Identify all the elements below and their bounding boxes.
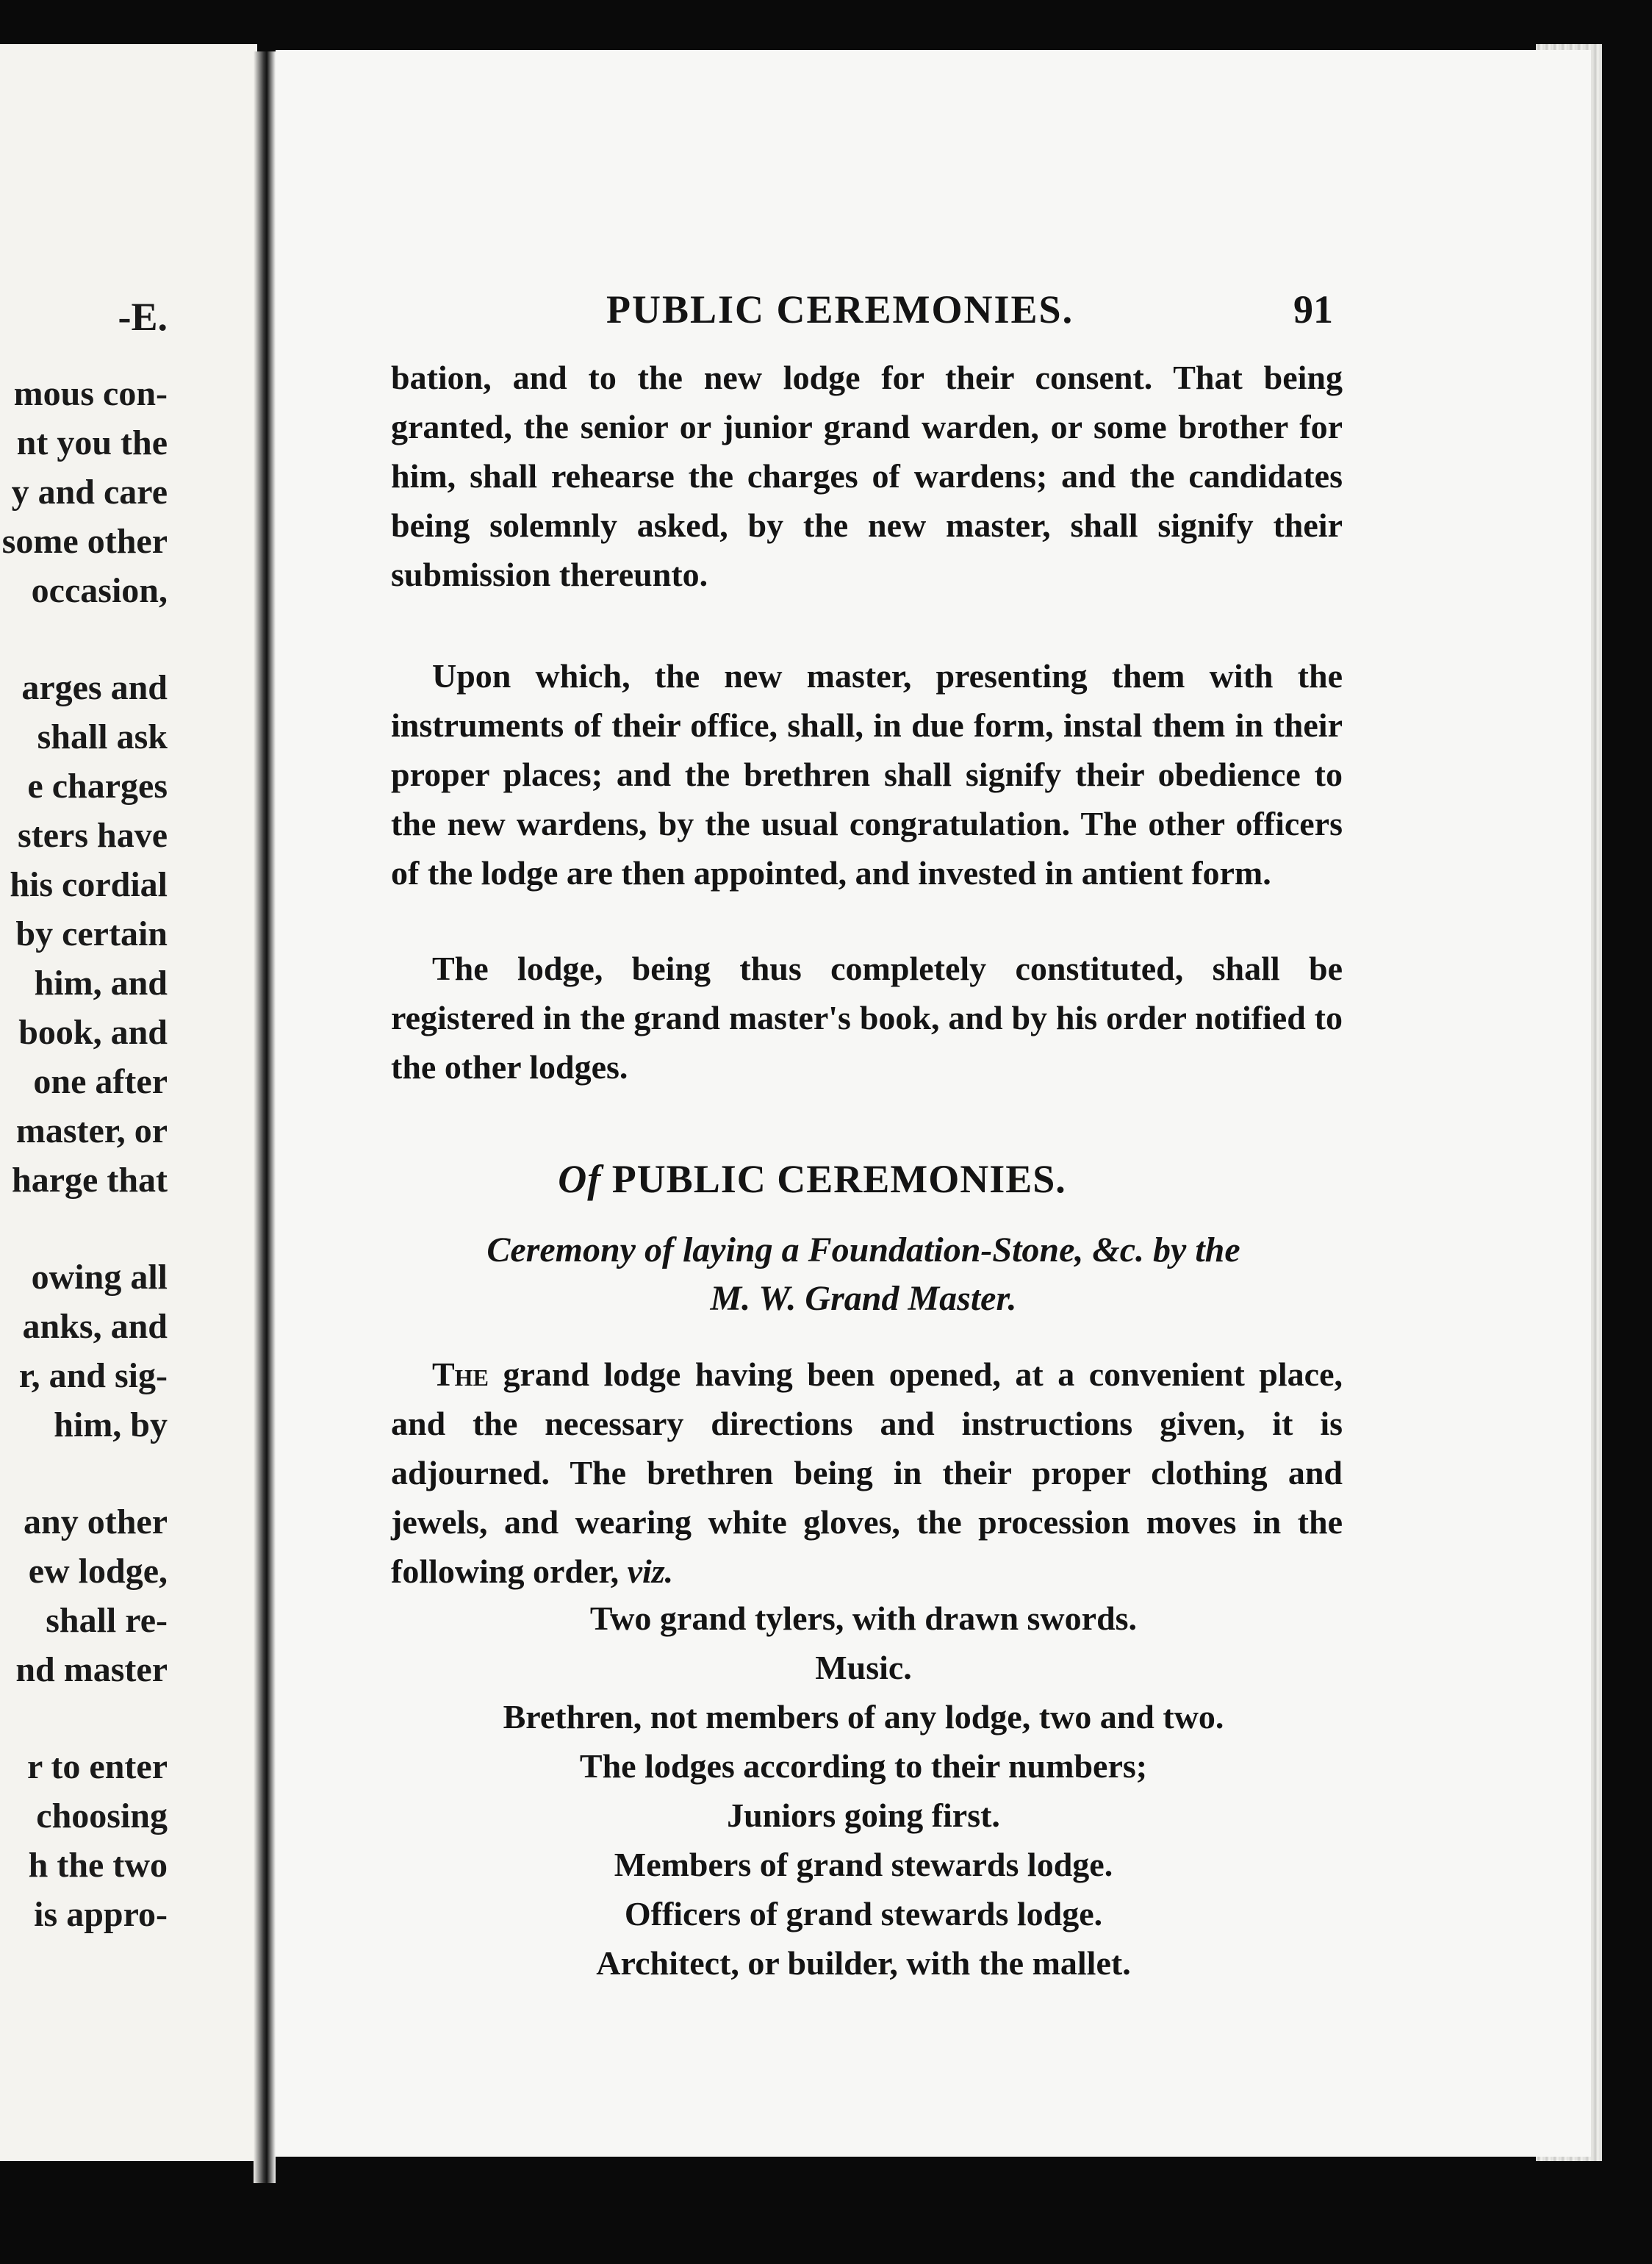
left-page-line: shall ask bbox=[37, 717, 168, 756]
procession-item: The lodges according to their numbers; bbox=[579, 1747, 1148, 1785]
left-page-line: any other bbox=[24, 1502, 168, 1541]
procession-item: Architect, or builder, with the mallet. bbox=[596, 1944, 1131, 1982]
left-page-line: book, and bbox=[18, 1013, 168, 1052]
left-page-line: r to enter bbox=[26, 1747, 168, 1786]
left-page-line: occasion, bbox=[31, 571, 168, 610]
procession-item: Juniors going first. bbox=[727, 1796, 1000, 1834]
left-page-line: e charges bbox=[27, 767, 168, 806]
left-page-line: h the two bbox=[28, 1846, 168, 1885]
book-spine-gutter bbox=[254, 51, 276, 2183]
left-page-line: one after bbox=[33, 1062, 168, 1101]
left-page-line: his cordial bbox=[10, 865, 168, 904]
section-heading-main: PUBLIC CEREMONIES. bbox=[611, 1157, 1066, 1201]
procession-item: Brethren, not members of any lodge, two and two. bbox=[503, 1698, 1224, 1735]
section-heading bbox=[276, 1156, 1348, 1202]
paragraph-4-body: grand lodge having been opened, at a convenient place, and the necessary directions and instructions given, it is adjourned. The brethren being in their proper clothing and jewels, and wearing white gloves, the procession moves in the following order, bbox=[391, 1355, 1343, 1590]
left-page-line: owing all bbox=[31, 1258, 168, 1297]
left-page-line: anks, and bbox=[22, 1307, 168, 1346]
left-page-line: sters have bbox=[18, 816, 168, 855]
paragraph-4-viz: viz. bbox=[627, 1552, 674, 1590]
left-page-line: choosing bbox=[36, 1796, 168, 1835]
procession-item: Two grand tylers, with drawn swords. bbox=[589, 1600, 1138, 1637]
paragraph-1 bbox=[391, 353, 1343, 599]
left-page-line: harge that bbox=[12, 1161, 168, 1200]
left-page-line: mous con- bbox=[13, 374, 168, 413]
procession-item: Officers of grand stewards lodge. bbox=[624, 1895, 1103, 1932]
paragraph-4 bbox=[391, 1350, 1343, 1596]
left-page-line: y and care bbox=[11, 473, 168, 512]
left-page-line: some other bbox=[1, 522, 168, 561]
procession-item: Music. bbox=[815, 1649, 912, 1686]
running-head bbox=[276, 287, 1591, 338]
paragraph-3 bbox=[391, 944, 1343, 1092]
subheading-line-1: Ceremony of laying a Foundation-Stone, &c. by the bbox=[486, 1230, 1240, 1269]
section-heading-of: Of bbox=[558, 1157, 602, 1201]
procession-list bbox=[378, 1594, 1348, 1988]
left-page-line: ew lodge, bbox=[28, 1552, 168, 1591]
left-page-running-head: -E. bbox=[118, 295, 168, 339]
left-page-line: arges and bbox=[21, 668, 168, 707]
left-page-line: nd master bbox=[15, 1650, 168, 1689]
subheading-line-2: M. W. Grand Master. bbox=[710, 1279, 1017, 1318]
left-page-line: him, and bbox=[34, 964, 168, 1003]
section-subheading bbox=[378, 1226, 1348, 1323]
left-page-line: nt you the bbox=[16, 423, 168, 462]
left-page-line: is appro- bbox=[34, 1895, 168, 1934]
page-number: 91 bbox=[1293, 287, 1333, 332]
paragraph-4-text bbox=[391, 1350, 1343, 1596]
procession-item: Members of grand stewards lodge. bbox=[614, 1846, 1113, 1883]
left-page-line: master, or bbox=[15, 1111, 168, 1150]
paragraph-3-text: The lodge, being thus completely constituted, shall be registered in the grand master's book, and by his order notified to the other lodges. bbox=[391, 950, 1343, 1086]
paragraph-2-text: Upon which, the new master, presenting them with the instruments of their office, shall, in due form, instal them in their proper places; and the brethren shall signify their obedience to the new wardens, by the usual congratulation. The other officers of the lodge are then appointed, and invested in antient form. bbox=[391, 657, 1343, 892]
book-page bbox=[276, 50, 1591, 2157]
paragraph-1-text: bation, and to the new lodge for their consent. That being granted, the senior or junior grand warden, or some brother for him, shall rehearse the charges of wardens; and the candidates being solemnly asked, by the new master, shall signify their submission thereunto. bbox=[391, 359, 1343, 593]
left-page-line: by certain bbox=[15, 914, 168, 953]
paragraph-4-lead: The bbox=[432, 1355, 489, 1393]
running-title: PUBLIC CEREMONIES. bbox=[606, 287, 1074, 332]
paragraph-2 bbox=[391, 651, 1343, 898]
left-page-line: r, and sig- bbox=[18, 1356, 168, 1395]
left-page-line: shall re- bbox=[46, 1601, 168, 1640]
left-page-line: him, by bbox=[54, 1405, 168, 1444]
left-facing-page bbox=[0, 44, 257, 2161]
